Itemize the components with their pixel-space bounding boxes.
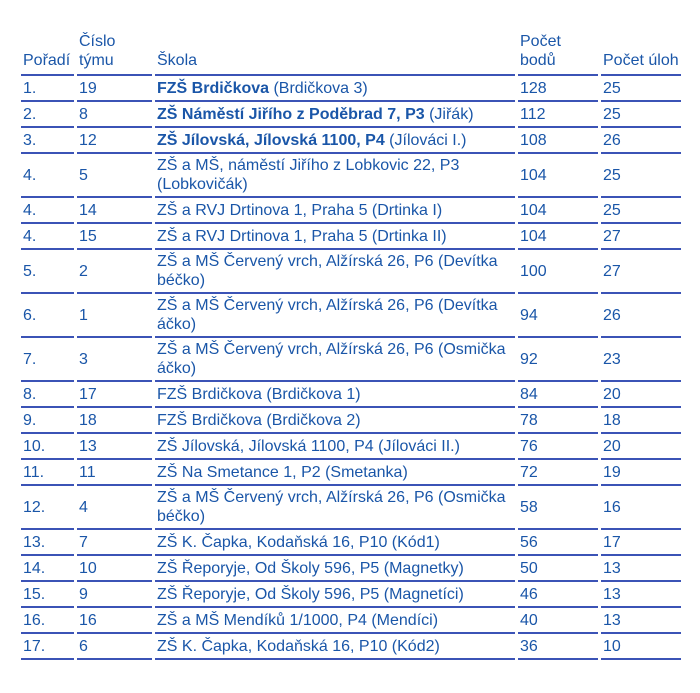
cell-school (155, 408, 515, 434)
results-table (18, 30, 684, 660)
table-body (21, 76, 681, 660)
cell-school (155, 102, 515, 128)
school-name-bold: FZŠ Brdičkova (157, 79, 270, 97)
cell-points: 40 (518, 608, 598, 634)
cell-rank: 4. (21, 198, 74, 224)
header-points: Počet bodů (518, 30, 598, 76)
table-row (21, 102, 681, 128)
cell-rank: 7. (21, 338, 74, 382)
cell-school (155, 634, 515, 660)
school-name: ZŠ a RVJ Drtinova 1, Praha 5 (Drtinka I) (157, 201, 443, 219)
header-row (21, 30, 681, 76)
table-row (21, 408, 681, 434)
table-row (21, 76, 681, 102)
cell-rank: 16. (21, 608, 74, 634)
cell-team-number: 19 (77, 76, 152, 102)
cell-tasks: 27 (601, 250, 681, 294)
cell-school (155, 382, 515, 408)
cell-points: 46 (518, 582, 598, 608)
school-name-bold: ZŠ Jílovská, Jílovská 1100, P4 (157, 131, 385, 149)
cell-tasks: 17 (601, 530, 681, 556)
cell-school (155, 460, 515, 486)
table-row (21, 608, 681, 634)
cell-points: 108 (518, 128, 598, 154)
cell-points: 76 (518, 434, 598, 460)
cell-rank: 1. (21, 76, 74, 102)
cell-points: 36 (518, 634, 598, 660)
cell-tasks: 18 (601, 408, 681, 434)
school-name: ZŠ a MŠ Červený vrch, Alžírská 26, P6 (Osmička béčko) (157, 489, 506, 525)
school-name: FZŠ Brdičkova (Brdičkova 2) (157, 411, 361, 429)
cell-points: 58 (518, 486, 598, 530)
cell-school (155, 128, 515, 154)
table-row (21, 556, 681, 582)
school-name-bold: ZŠ Náměstí Jiřího z Poděbrad 7, P3 (157, 105, 425, 123)
cell-tasks: 20 (601, 382, 681, 408)
cell-rank: 9. (21, 408, 74, 434)
cell-tasks: 19 (601, 460, 681, 486)
cell-school (155, 608, 515, 634)
cell-team-number: 17 (77, 382, 152, 408)
school-name: ZŠ K. Čapka, Kodaňská 16, P10 (Kód1) (157, 533, 440, 551)
cell-tasks: 20 (601, 434, 681, 460)
school-name: ZŠ a MŠ Mendíků 1/1000, P4 (Mendíci) (157, 611, 439, 629)
cell-tasks: 10 (601, 634, 681, 660)
cell-school (155, 486, 515, 530)
header-tasks: Počet úloh (601, 30, 681, 76)
school-name: ZŠ Řeporyje, Od Školy 596, P5 (Magnetky) (157, 559, 464, 577)
cell-school (155, 224, 515, 250)
cell-tasks: 27 (601, 224, 681, 250)
cell-school (155, 294, 515, 338)
cell-team-number: 11 (77, 460, 152, 486)
table-row (21, 250, 681, 294)
school-name: ZŠ a MŠ Červený vrch, Alžírská 26, P6 (Devítka béčko) (157, 253, 498, 289)
school-name: ZŠ a MŠ Červený vrch, Alžírská 26, P6 (Osmička áčko) (157, 341, 506, 377)
cell-tasks: 26 (601, 128, 681, 154)
cell-team-number: 14 (77, 198, 152, 224)
cell-school (155, 198, 515, 224)
cell-team-number: 7 (77, 530, 152, 556)
cell-points: 100 (518, 250, 598, 294)
cell-team-number: 1 (77, 294, 152, 338)
cell-rank: 5. (21, 250, 74, 294)
cell-tasks: 25 (601, 76, 681, 102)
cell-points: 78 (518, 408, 598, 434)
cell-school (155, 76, 515, 102)
table-row (21, 198, 681, 224)
cell-rank: 10. (21, 434, 74, 460)
cell-school (155, 154, 515, 198)
cell-rank: 4. (21, 154, 74, 198)
cell-rank: 14. (21, 556, 74, 582)
school-name: FZŠ Brdičkova (Brdičkova 1) (157, 385, 361, 403)
cell-tasks: 13 (601, 608, 681, 634)
cell-rank: 13. (21, 530, 74, 556)
school-name: ZŠ a RVJ Drtinova 1, Praha 5 (Drtinka II) (157, 227, 447, 245)
school-name: ZŠ Řeporyje, Od Školy 596, P5 (Magnetíci) (157, 585, 464, 603)
cell-rank: 2. (21, 102, 74, 128)
cell-team-number: 12 (77, 128, 152, 154)
cell-tasks: 26 (601, 294, 681, 338)
cell-rank: 8. (21, 382, 74, 408)
cell-tasks: 25 (601, 154, 681, 198)
cell-rank: 12. (21, 486, 74, 530)
cell-team-number: 9 (77, 582, 152, 608)
cell-points: 92 (518, 338, 598, 382)
header-team-number: Číslo týmu (77, 30, 152, 76)
school-name: ZŠ K. Čapka, Kodaňská 16, P10 (Kód2) (157, 637, 440, 655)
cell-rank: 17. (21, 634, 74, 660)
cell-school (155, 338, 515, 382)
cell-tasks: 25 (601, 102, 681, 128)
school-name: ZŠ a MŠ, náměstí Jiřího z Lobkovic 22, P3 (Lobkovičák) (157, 157, 460, 193)
cell-school (155, 582, 515, 608)
header-school: Škola (155, 30, 515, 76)
cell-rank: 6. (21, 294, 74, 338)
cell-tasks: 25 (601, 198, 681, 224)
cell-school (155, 250, 515, 294)
cell-points: 50 (518, 556, 598, 582)
cell-rank: 4. (21, 224, 74, 250)
cell-points: 84 (518, 382, 598, 408)
cell-school (155, 530, 515, 556)
cell-team-number: 16 (77, 608, 152, 634)
table-row (21, 530, 681, 556)
results-table-container (18, 30, 680, 660)
cell-points: 104 (518, 154, 598, 198)
cell-team-number: 15 (77, 224, 152, 250)
school-name: ZŠ Jílovská, Jílovská 1100, P4 (Jílováci II.) (157, 437, 460, 455)
school-name: ZŠ Na Smetance 1, P2 (Smetanka) (157, 463, 408, 481)
table-row (21, 460, 681, 486)
cell-points: 104 (518, 224, 598, 250)
school-name: (Jiřák) (424, 105, 474, 123)
cell-team-number: 6 (77, 634, 152, 660)
cell-tasks: 16 (601, 486, 681, 530)
table-row (21, 582, 681, 608)
school-name: (Brdičkova 3) (269, 79, 368, 97)
cell-points: 128 (518, 76, 598, 102)
header-rank: Pořadí (21, 30, 74, 76)
cell-rank: 11. (21, 460, 74, 486)
cell-team-number: 4 (77, 486, 152, 530)
table-row (21, 154, 681, 198)
school-name: ZŠ a MŠ Červený vrch, Alžírská 26, P6 (Devítka áčko) (157, 297, 498, 333)
table-row (21, 634, 681, 660)
cell-team-number: 8 (77, 102, 152, 128)
cell-team-number: 2 (77, 250, 152, 294)
cell-points: 104 (518, 198, 598, 224)
cell-team-number: 10 (77, 556, 152, 582)
cell-school (155, 434, 515, 460)
cell-team-number: 18 (77, 408, 152, 434)
cell-points: 72 (518, 460, 598, 486)
table-row (21, 338, 681, 382)
table-row (21, 486, 681, 530)
cell-tasks: 13 (601, 582, 681, 608)
table-header (21, 30, 681, 76)
table-row (21, 294, 681, 338)
school-name: (Jílováci I.) (384, 131, 467, 149)
cell-team-number: 3 (77, 338, 152, 382)
cell-points: 112 (518, 102, 598, 128)
cell-tasks: 23 (601, 338, 681, 382)
cell-points: 94 (518, 294, 598, 338)
cell-points: 56 (518, 530, 598, 556)
cell-rank: 3. (21, 128, 74, 154)
table-row (21, 224, 681, 250)
table-row (21, 128, 681, 154)
table-row (21, 382, 681, 408)
table-row (21, 434, 681, 460)
cell-team-number: 13 (77, 434, 152, 460)
cell-team-number: 5 (77, 154, 152, 198)
cell-rank: 15. (21, 582, 74, 608)
cell-tasks: 13 (601, 556, 681, 582)
cell-school (155, 556, 515, 582)
